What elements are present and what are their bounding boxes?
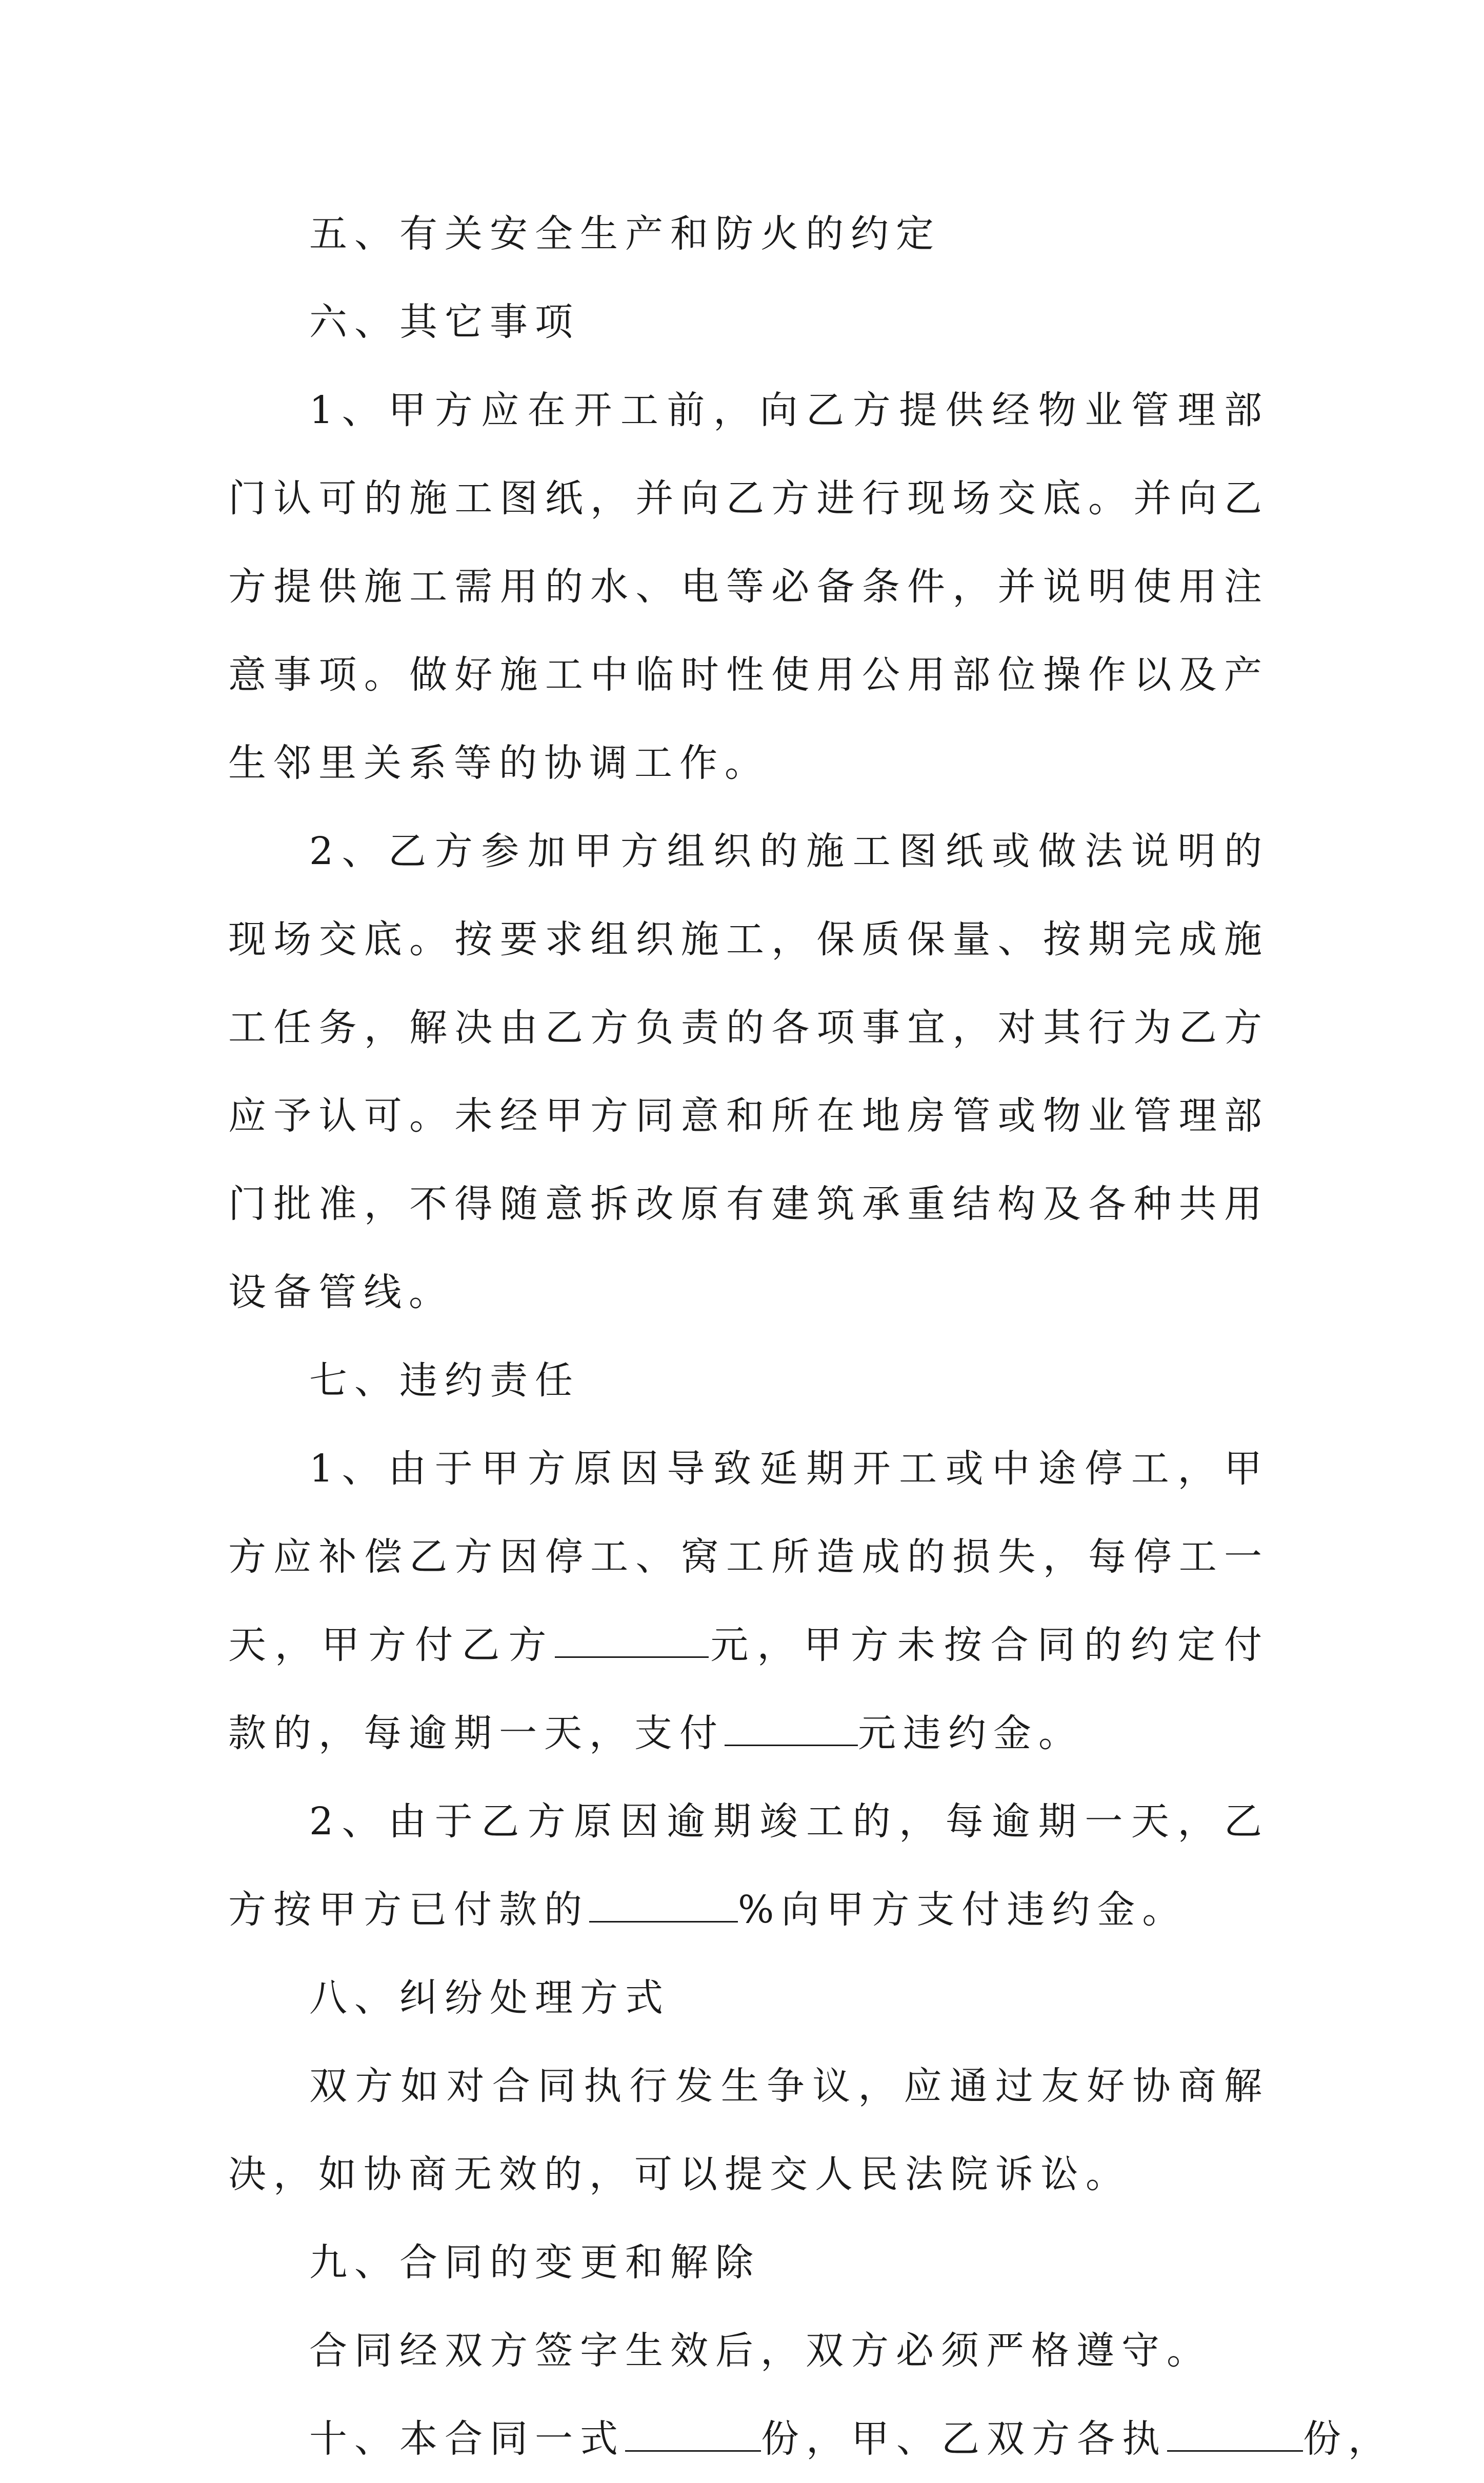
section-7-p1-text-1: 1、由于甲方原因导致延期开工或中途停工，甲方应补偿乙方因停工、窝工所造成的损失，每停工一天，甲方付乙方 — [228, 1447, 1269, 1667]
section-7-p2-text-1: 2、由于乙方原因逾期竣工的，每逾期一天，乙方按甲方已付款的 — [228, 1799, 1269, 1932]
compensation-amount-blank — [555, 1626, 709, 1658]
section-7-paragraph-1 — [228, 1425, 1269, 1777]
section-7-p2-text-2: %向甲方支付违约金。 — [738, 1888, 1188, 1932]
section-6-paragraph-1: 1、甲方应在开工前，向乙方提供经物业管理部门认可的施工图纸，并向乙方进行现场交底。并向乙方提供施工需用的水、电等必备条件，并说明使用注意事项。做好施工中临时性使用公用部位操作以及产生邻里关系等的协调工作。 — [228, 388, 1269, 785]
section-10-text-2: 份，甲、乙双方各执 — [761, 2417, 1167, 2461]
copies-each-blank — [1167, 2419, 1303, 2452]
section-10-text-3: 份， — [1303, 2417, 1393, 2461]
contract-page — [228, 190, 1393, 2483]
section-7-p1-text-3: 元违约金。 — [858, 1711, 1084, 1755]
penalty-amount-blank — [725, 1714, 858, 1746]
section-6-title: 六、其它事项 — [309, 300, 580, 344]
section-10-text-1: 十、本合同一式 — [309, 2417, 625, 2461]
section-8-title: 八、纠纷处理方式 — [309, 1976, 670, 2020]
section-10-paragraph — [228, 2395, 1393, 2483]
penalty-percent-blank — [589, 1890, 738, 1923]
section-8-paragraph-1: 双方如对合同执行发生争议，应通过友好协商解决，如协商无效的，可以提交人民法院诉讼。 — [228, 2064, 1269, 2196]
section-6-paragraph-2: 2、乙方参加甲方组织的施工图纸或做法说明的现场交底。按要求组织施工，保质保量、按期完成施工任务，解决由乙方负责的各项事宜，对其行为乙方应予认可。未经甲方同意和所在地房管或物业管理部门批准，不得随意拆改原有建筑承重结构及各种共用设备管线。 — [228, 829, 1269, 1314]
section-9-title: 九、合同的变更和解除 — [309, 2240, 760, 2285]
copies-total-blank — [625, 2419, 761, 2452]
section-7-p1-text-2: 元，甲方未按合同的约定付款的，每逾期一天，支付 — [228, 1623, 1270, 1755]
section-9-paragraph-1: 合同经双方签字生效后，双方必须严格遵守。 — [309, 2329, 1212, 2373]
section-7-paragraph-2 — [228, 1777, 1269, 1954]
section-5-title: 五、有关安全生产和防火的约定 — [309, 212, 941, 256]
section-7-title: 七、违约责任 — [309, 1358, 580, 1403]
